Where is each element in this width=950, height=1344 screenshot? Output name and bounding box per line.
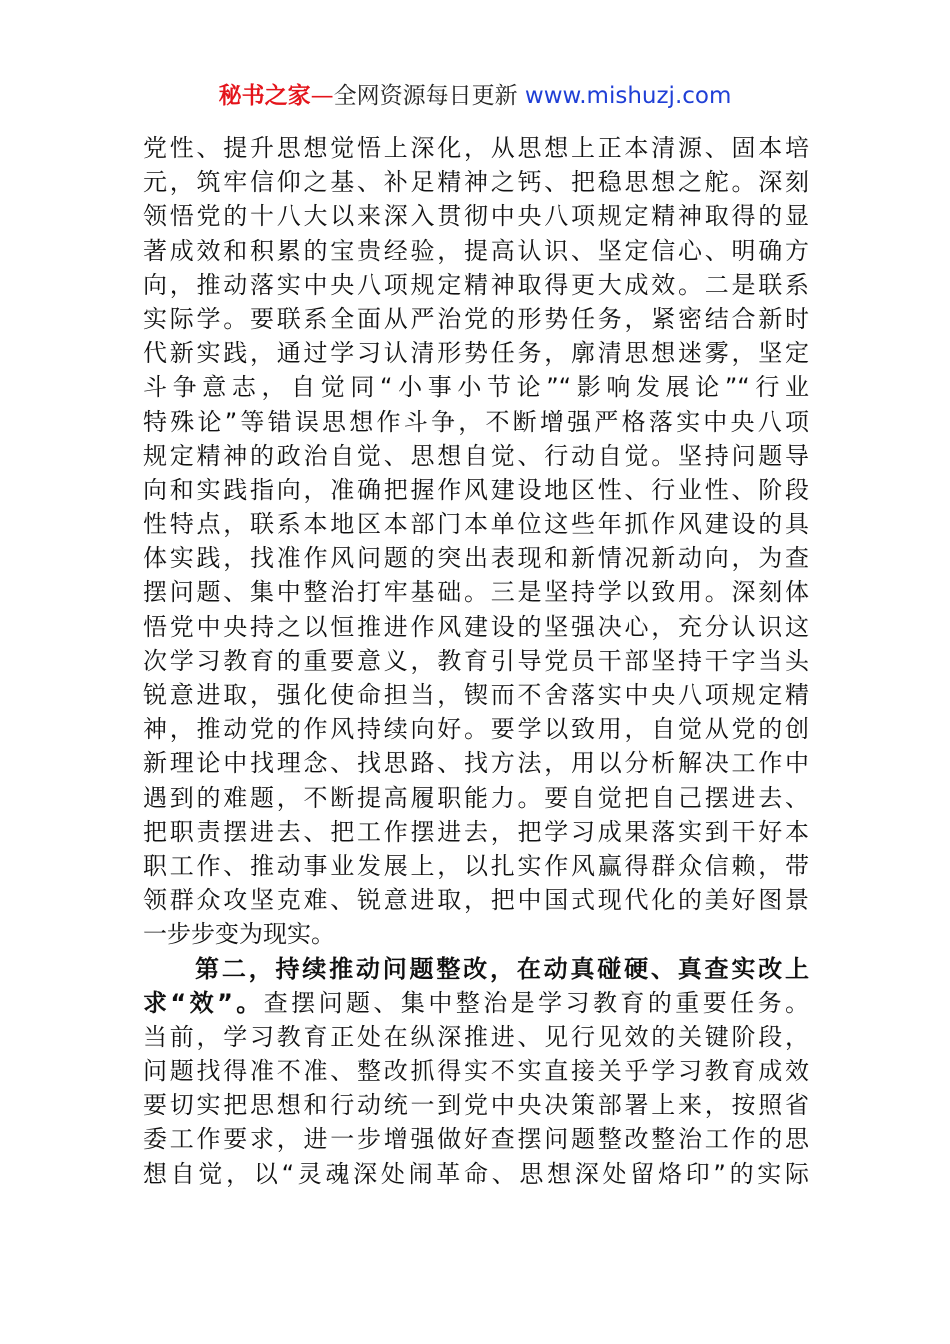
text-line: 元，筑牢信仰之基、补足精神之钙、把稳思想之舵。深刻 <box>143 168 809 197</box>
paragraph-heading-end: 求“效”。 <box>143 988 264 1017</box>
text-line: 斗争意志，自觉同“小事小节论”“影响发展论”“行业 <box>143 373 809 402</box>
text-line: 悟党中央持之以恒推进作风建设的坚强决心，充分认识这 <box>143 612 809 641</box>
text-line: 新理论中找理念、找思路、找方法，用以分析解决工作中 <box>143 749 809 778</box>
text-line: 职工作、推动事业发展上，以扎实作风赢得群众信赖，带 <box>143 851 809 880</box>
text-line: 一步步变为现实。 <box>143 920 335 949</box>
text-line: 向和实践指向，准确把握作风建设地区性、行业性、阶段 <box>143 475 809 504</box>
text-line: 实际学。要联系全面从严治党的形势任务，紧密结合新时 <box>143 304 809 333</box>
text-line: 党性、提升思想觉悟上深化，从思想上正本清源、固本培 <box>143 134 809 162</box>
header-dash: — <box>310 83 334 109</box>
text-line: 体实践，找准作风问题的突出表现和新情况新动向，为查 <box>143 544 809 573</box>
text-line: 想自觉，以“灵魂深处闹革命、思想深处留烙印”的实际 <box>143 1159 809 1188</box>
text-line: 规定精神的政治自觉、思想自觉、行动自觉。坚持问题导 <box>143 441 809 470</box>
text-line: 神，推动党的作风持续向好。要学以致用，自觉从党的创 <box>143 715 809 744</box>
text-line: 把职责摆进去、把工作摆进去，把学习成果落实到干好本 <box>143 817 809 846</box>
text-line: 锐意进取，强化使命担当，锲而不舍落实中央八项规定精 <box>143 681 809 709</box>
header-slogan: 全网资源每日更新 <box>333 83 525 109</box>
site-url: www.mishuzj.com <box>524 83 732 109</box>
text-line: 当前，学习教育正处在纵深推进、见行见效的关键阶段， <box>143 1022 809 1051</box>
text-line: 遇到的难题，不断提高履职能力。要自觉把自己摆进去、 <box>143 783 809 812</box>
paragraph-heading-line <box>143 952 809 986</box>
text-line: 性特点，联系本地区本部门本单位这些年抓作风建设的具 <box>143 510 809 539</box>
brand-name: 秘书之家 <box>218 83 311 109</box>
text-line: 要切实把思想和行动统一到党中央决策部署上来，按照省 <box>143 1091 809 1120</box>
body-text <box>143 131 809 1191</box>
text-line: 特殊论”等错误思想作斗争，不断增强严格落实中央八项 <box>143 407 809 436</box>
text-line: 领悟党的十八大以来深入贯彻中央八项规定精神取得的显 <box>143 202 809 231</box>
text-line: 次学习教育的重要意义，教育引导党员干部坚持干字当头 <box>143 646 809 675</box>
text-line: 问题找得准不准、整改抓得实不实直接关乎学习教育成效 <box>143 1057 809 1086</box>
text-line: 摆问题、集中整治打牢基础。三是坚持学以致用。深刻体 <box>143 578 809 607</box>
text-line: 代新实践，通过学习认清形势任务，廓清思想迷雾，坚定 <box>143 339 809 368</box>
text-line: 领群众攻坚克难、锐意进取，把中国式现代化的美好图景 <box>143 886 809 915</box>
text-line <box>143 986 809 1020</box>
paragraph-text: 查摆问题、集中整治是学习教育的重要任务。 <box>263 988 810 1017</box>
paragraph-heading: 第二，持续推动问题整改，在动真碰硬、真查实改上 <box>195 954 809 983</box>
text-line: 著成效和积累的宝贵经验，提高认识、坚定信心、明确方 <box>143 236 809 265</box>
page-header <box>0 80 950 112</box>
text-line: 委工作要求，进一步增强做好查摆问题整改整治工作的思 <box>143 1125 809 1154</box>
text-line: 向，推动落实中央八项规定精神取得更大成效。二是联系 <box>143 270 809 299</box>
